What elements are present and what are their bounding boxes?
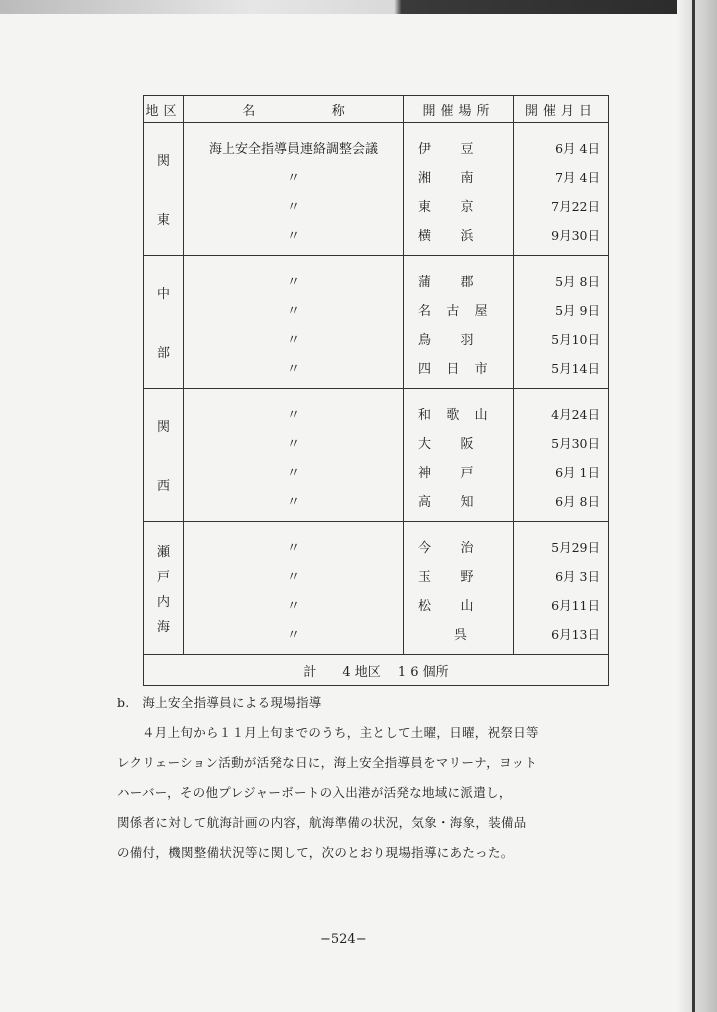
meeting-name: 〃 bbox=[286, 570, 300, 585]
region-char: 内 bbox=[156, 595, 170, 610]
meeting-name: 〃 bbox=[286, 362, 300, 377]
meeting-date: 4月24日 bbox=[551, 406, 600, 422]
scan-edge-top bbox=[0, 0, 717, 14]
meeting-date: 7月22日 bbox=[551, 198, 600, 214]
meeting-name: 〃 bbox=[286, 304, 300, 319]
meeting-name-cell bbox=[184, 123, 404, 256]
scan-edge-line bbox=[692, 0, 695, 1012]
meeting-date: 6月11日 bbox=[551, 597, 600, 613]
region-char: 部 bbox=[156, 346, 170, 361]
region-char: 西 bbox=[156, 479, 170, 494]
meeting-date: 6月 4日 bbox=[555, 140, 600, 156]
header-name-part: 名 bbox=[242, 103, 256, 119]
meeting-name-cell bbox=[184, 389, 404, 522]
meeting-name: 海上安全指導員連絡調整会議 bbox=[208, 142, 378, 157]
venue: 呉 bbox=[453, 628, 467, 643]
meeting-name: 〃 bbox=[286, 466, 300, 481]
venue: 今 治 bbox=[418, 541, 474, 556]
meeting-name: 〃 bbox=[286, 599, 300, 614]
venue: 神 戸 bbox=[418, 466, 474, 481]
venue: 玉 野 bbox=[418, 570, 474, 585]
meeting-date-cell bbox=[514, 522, 609, 655]
meeting-date-cell bbox=[514, 123, 609, 256]
venue: 名 古 屋 bbox=[418, 304, 488, 319]
section-line: ハーバー，その他プレジャーボートの入出港が活発な地域に派遣し， bbox=[117, 785, 512, 800]
meeting-name: 〃 bbox=[286, 229, 300, 244]
header-region: 地区 bbox=[144, 96, 184, 123]
header-name-part: 称 bbox=[331, 103, 345, 119]
meeting-name: 〃 bbox=[286, 275, 300, 290]
region-cell bbox=[144, 123, 184, 256]
section-line: 関係者に対して航海計画の内容，航海準備の状況，気象・海象，装備品 bbox=[117, 815, 527, 830]
header-date: 開催月日 bbox=[514, 96, 609, 123]
venue: 大 阪 bbox=[418, 437, 474, 452]
region-char: 瀬 bbox=[156, 545, 170, 560]
section-heading: b. 海上安全指導員による現場指導 bbox=[117, 695, 322, 710]
venue: 湘 南 bbox=[418, 171, 474, 186]
meeting-name-cell bbox=[184, 522, 404, 655]
meeting-name: 〃 bbox=[286, 437, 300, 452]
venue: 蒲 郡 bbox=[418, 275, 474, 290]
region-char: 海 bbox=[156, 620, 170, 635]
venue: 松 山 bbox=[418, 599, 474, 614]
meeting-date: 5月10日 bbox=[551, 331, 600, 347]
scan-edge-right bbox=[677, 0, 717, 1012]
venue: 高 知 bbox=[418, 495, 474, 510]
meeting-name-cell bbox=[184, 256, 404, 389]
meeting-date: 7月 4日 bbox=[555, 169, 600, 185]
region-char: 中 bbox=[156, 287, 170, 302]
venue-cell bbox=[404, 123, 514, 256]
venue-cell bbox=[404, 522, 514, 655]
venue: 四 日 市 bbox=[418, 362, 488, 377]
venue: 和 歌 山 bbox=[418, 408, 488, 423]
meeting-name: 〃 bbox=[286, 628, 300, 643]
meeting-date: 5月 8日 bbox=[555, 273, 600, 289]
venue: 横 浜 bbox=[418, 229, 474, 244]
meeting-name: 〃 bbox=[286, 333, 300, 348]
region-cell bbox=[144, 256, 184, 389]
meeting-date: 5月29日 bbox=[551, 539, 600, 555]
total-row bbox=[144, 655, 609, 686]
meeting-date: 9月30日 bbox=[551, 227, 600, 243]
meeting-date: 6月13日 bbox=[551, 626, 600, 642]
section-line: ４月上旬から１１月上旬までのうち，主として土曜，日曜，祝祭日等 bbox=[142, 725, 539, 740]
table-row-group bbox=[144, 522, 609, 655]
meeting-date-cell bbox=[514, 389, 609, 522]
region-char: 関 bbox=[156, 420, 170, 435]
section-line: の備付，機関整備状況等に関して，次のとおり現場指導にあたった。 bbox=[117, 845, 514, 860]
section-line: レクリェーション活動が活発な日に，海上安全指導員をマリーナ，ヨット bbox=[117, 755, 538, 770]
meeting-date: 6月 1日 bbox=[555, 464, 600, 480]
meeting-name: 〃 bbox=[286, 541, 300, 556]
venue: 鳥 羽 bbox=[418, 333, 474, 348]
meeting-date: 5月14日 bbox=[551, 360, 600, 376]
table-row-group bbox=[144, 389, 609, 522]
table-row-group bbox=[144, 256, 609, 389]
region-char: 東 bbox=[156, 213, 170, 228]
meeting-date: 6月 8日 bbox=[555, 493, 600, 509]
meeting-date: 5月 9日 bbox=[555, 302, 600, 318]
venue-cell bbox=[404, 256, 514, 389]
meeting-name: 〃 bbox=[286, 495, 300, 510]
total-cell: 計 4 地区 1 6 個所 bbox=[144, 655, 609, 686]
header-place: 開催場所 bbox=[404, 96, 514, 123]
page-number: −524− bbox=[320, 932, 367, 947]
region-cell bbox=[144, 389, 184, 522]
header-name bbox=[184, 96, 404, 123]
venue-cell bbox=[404, 389, 514, 522]
region-char: 関 bbox=[156, 154, 170, 169]
table-row-group bbox=[144, 123, 609, 256]
meeting-date: 6月 3日 bbox=[555, 568, 600, 584]
meeting-name: 〃 bbox=[286, 171, 300, 186]
meeting-name: 〃 bbox=[286, 200, 300, 215]
venue: 東 京 bbox=[418, 200, 474, 215]
meeting-name: 〃 bbox=[286, 408, 300, 423]
table-header-row bbox=[144, 96, 609, 123]
venue: 伊 豆 bbox=[418, 142, 474, 157]
region-cell bbox=[144, 522, 184, 655]
meeting-table bbox=[143, 95, 609, 686]
region-char: 戸 bbox=[156, 570, 170, 585]
meeting-date-cell bbox=[514, 256, 609, 389]
meeting-date: 5月30日 bbox=[551, 435, 600, 451]
